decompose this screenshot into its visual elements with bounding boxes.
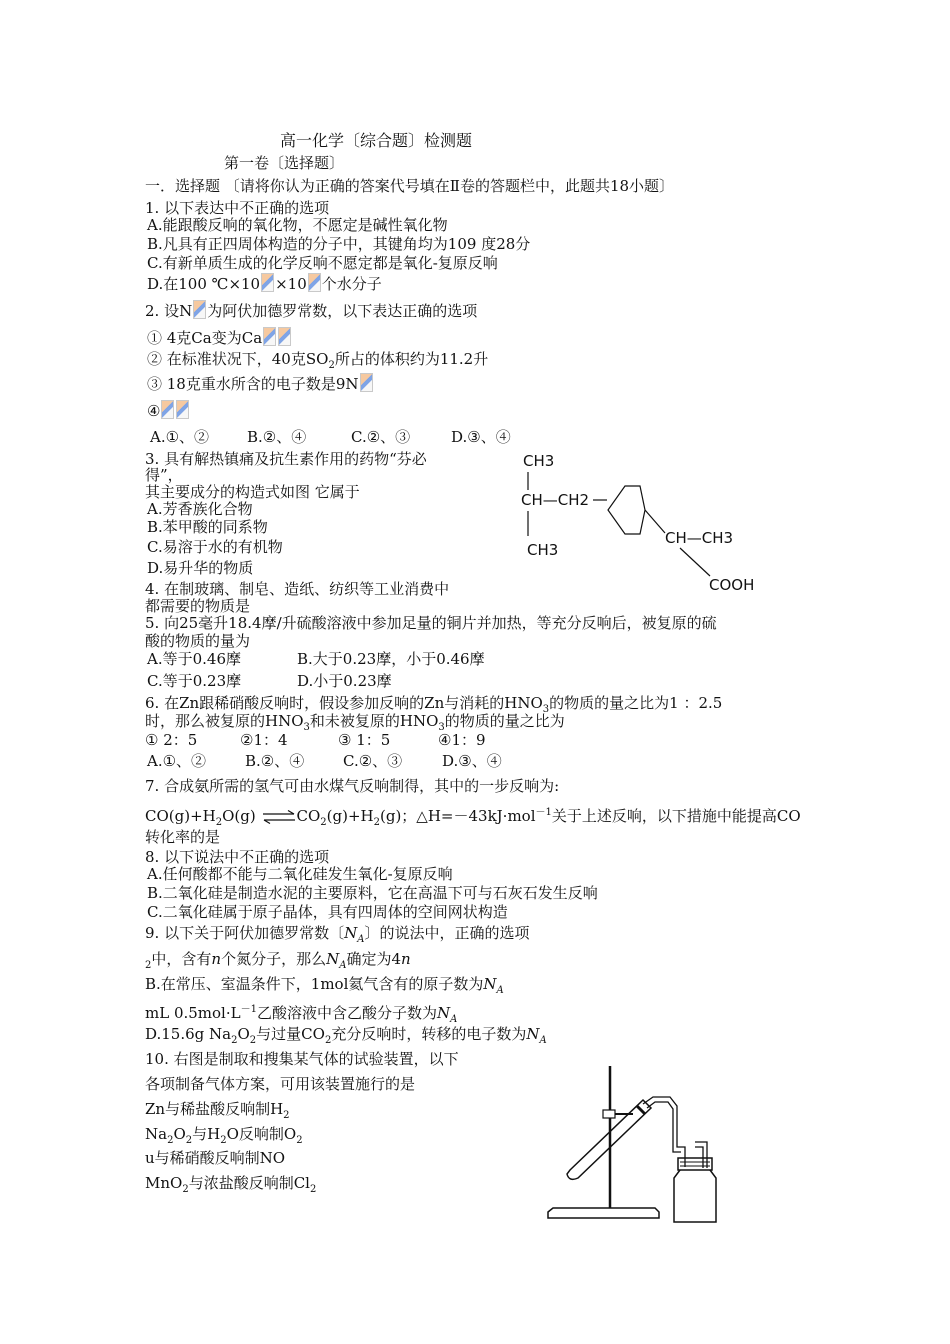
formula-image-icon: [360, 373, 373, 392]
q6-item-4: ④1：9: [438, 731, 486, 749]
q1-option-b: B.凡具有正四周体构造的分子中，其键角均为109 度28分: [147, 235, 531, 253]
q1-option-a: A.能跟酸反响的氧化物，不愿定是碱性氧化物: [147, 216, 448, 234]
q2-opt-c: C.②、③: [351, 428, 411, 446]
q10-option-3: u与稀硝酸反响制NO: [145, 1149, 286, 1167]
q9-a-mid: 中，含有: [151, 950, 212, 968]
q7-eq-right2: (g)+H: [326, 807, 374, 825]
q6-s1-post: 的物质的量之比为1 ：2.5: [549, 694, 723, 712]
q9-b-na: N: [483, 975, 497, 993]
q8-option-c: C.二氧化硅属于原子晶体，具有四周体的空间网状构造: [147, 903, 508, 921]
q5-opt-b: B.大于0.23摩，小于0.46摩: [297, 650, 485, 668]
gas-apparatus-diagram: [545, 1062, 725, 1232]
q6-s2-mid: 和未被复原的HNO: [309, 712, 439, 730]
q10-o4-a: MnO: [145, 1174, 183, 1192]
q10-o2-sub1: 2: [167, 1135, 174, 1146]
q2-stem: [145, 300, 477, 321]
q7-eq-right3: (g)；△H=－43kJ·mol: [380, 807, 536, 825]
structural-formula: [515, 448, 775, 598]
q3-option-d: D.易升华的物质: [147, 559, 254, 577]
ch-ch3-label: CH—CH3: [665, 529, 734, 547]
q7-stem: 7. 合成氨所需的氢气可由水煤气反响制得，其中的一步反响为:: [145, 777, 560, 795]
q5-stem-2: 酸的物质的量为: [145, 632, 251, 650]
q6-item-1: ① 2：5: [145, 731, 198, 749]
q4-stem-1: 4. 在制玻璃、制皂、造纸、纺织等工业消费中: [145, 580, 450, 598]
q9-a-n2: n: [400, 950, 411, 968]
doc-title: 高一化学〔综合题〕检测题: [280, 131, 473, 150]
q8-option-a: A.任何酸都不能与二氧化硅发生氧化-复原反响: [147, 865, 453, 883]
q7-sub2: 2: [320, 817, 327, 828]
formula-image-icon: [161, 400, 174, 419]
q3-stem-3: 其主要成分的构造式如图 它属于: [145, 483, 360, 501]
q6-options: [147, 752, 502, 771]
q9-c-sup: －1: [240, 1004, 257, 1015]
q9-stem: [145, 924, 529, 949]
q10-o2-a: Na: [145, 1125, 168, 1143]
q6-s2-post: 的物质的量之比为: [444, 712, 565, 730]
q7-sub: 2: [215, 817, 223, 828]
q6-opt-d: D.③、④: [442, 752, 502, 770]
q9-a-na-sub: A: [339, 960, 347, 971]
q10-o4-b: 与浓盐酸反响制Cl: [188, 1174, 310, 1192]
q9-d-na-sub: A: [539, 1035, 547, 1046]
q9-b-text: B.在常压、室温条件下，1mol氦气含有的原子数为: [145, 975, 484, 993]
q2-opt-b: B.②、④: [247, 428, 307, 446]
q7-line2: 转化率的是: [145, 828, 221, 846]
q9-d-sub2: 2: [249, 1035, 257, 1046]
q1-d-text2: ×10: [275, 275, 307, 293]
q9-d-sub3: 2: [324, 1035, 332, 1046]
q5-opt-a: A.等于0.46摩: [147, 650, 241, 668]
q6-opt-a: A.①、②: [147, 752, 207, 770]
q1-stem: 1. 以下表达中不正确的选项: [145, 199, 330, 217]
q6-opt-b: B.②、④: [245, 752, 305, 770]
q9-option-b: [145, 975, 504, 1000]
q9-c-post: 乙酸溶液中含乙酸分子数为: [256, 1004, 437, 1022]
q8-stem: 8. 以下说法中不正确的选项: [145, 848, 330, 866]
q5-opt-c: C.等于0.23摩: [147, 672, 242, 690]
q3-option-c: C.易溶于水的有机物: [147, 538, 283, 556]
q9-d-sub1: 2: [231, 1035, 238, 1046]
q9-d-post: O: [237, 1025, 250, 1043]
q9-c-na-sub: A: [450, 1014, 458, 1025]
q1-d-text3: 个水分子: [321, 275, 382, 293]
q2-item2-pre: ② 在标准状况下，40克SO: [147, 350, 329, 368]
q2-item4-text: ④: [147, 402, 161, 420]
q2-opt-a: A.①、②: [150, 428, 210, 446]
q9-d-na: N: [526, 1025, 540, 1043]
q9-na-sub: A: [357, 934, 365, 945]
q9-d-pre: D.15.6g Na: [145, 1025, 232, 1043]
q9-d-tail: 与过量CO: [256, 1025, 325, 1043]
q1-option-c: C.有新单质生成的化学反响不愿定都是氧化-复原反响: [147, 254, 498, 272]
q6-item-2: ②1：4: [240, 731, 288, 749]
q7-eq-right: CO: [296, 807, 321, 825]
q3-option-b: B.苯甲酸的同系物: [147, 518, 268, 536]
q9-a-na: N: [326, 950, 340, 968]
q2-stem-pre: 2. 设N: [145, 302, 193, 320]
q3-option-a: A.芳香族化合物: [147, 500, 253, 518]
q9-a-n: n: [211, 950, 222, 968]
q6-s2-sub1: 3: [303, 722, 310, 733]
cooh-label: COOH: [709, 576, 755, 594]
q7-sup: －1: [535, 807, 552, 818]
ch3-bottom-label: CH3: [527, 541, 559, 559]
equilibrium-arrow-icon: [261, 810, 297, 824]
q9-na: N: [344, 924, 358, 942]
q10-option-2: [145, 1125, 303, 1150]
q2-item2-post: 所占的体积约为11.2升: [334, 350, 489, 368]
q2-item3-text: ③ 18克重水所含的电子数是9N: [147, 375, 359, 393]
q5-opt-d: D.小于0.23摩: [297, 672, 392, 690]
q9-c-pre: mL 0.5mol·L: [145, 1004, 241, 1022]
q2-item2-sub: 2: [328, 360, 335, 371]
q1-option-d: [147, 273, 382, 294]
q10-o2-sub4: 2: [296, 1135, 303, 1146]
q10-o1-sub: 2: [283, 1110, 290, 1121]
formula-image-icon: [278, 327, 291, 346]
q7-equation: [145, 803, 801, 832]
q9-a-tail: 确定为4: [346, 950, 401, 968]
q5-options-row1: [147, 650, 485, 669]
volume-heading: 第一卷〔选择题〕: [224, 154, 345, 172]
ch3-top-label: CH3: [523, 452, 555, 470]
q7-eq-tail: 关于上述反响，以下措施中能提高CO: [551, 807, 801, 825]
q9-a-post: 个氮分子，那么: [221, 950, 327, 968]
q6-s1-pre: 6. 在Zn跟稀硝酸反响时，假设参加反响的Zn与消耗的HNO: [145, 694, 543, 712]
q6-item-3: ③ 1：5: [338, 731, 391, 749]
q10-o2-c: 与H: [192, 1125, 221, 1143]
ch-ch2-label: CH—CH2: [521, 491, 590, 509]
q2-item1-text: ① 4克Ca变为Ca: [147, 329, 263, 347]
q7-eq-left: CO(g)+H: [145, 807, 216, 825]
q10-o2-d: O反响制O: [226, 1125, 297, 1143]
q10-stem-1: 10. 右图是制取和搜集某气体的试验装置，以下: [145, 1050, 459, 1068]
q4-stem-2: 都需要的物质是: [145, 597, 251, 615]
q9-a-sub: 2: [145, 960, 152, 971]
q2-item-4: [147, 400, 190, 421]
q9-d-end: 充分反响时，转移的电子数为: [331, 1025, 527, 1043]
q9-stem-post: 〕的说法中，正确的选项: [364, 924, 530, 942]
q9-option-d: [145, 1025, 547, 1050]
formula-image-icon: [263, 327, 276, 346]
q6-opt-c: C.②、③: [343, 752, 403, 770]
q2-item-2: [147, 350, 488, 375]
formula-image-icon: [308, 273, 321, 292]
formula-image-icon: [176, 400, 189, 419]
q3-stem-2: 得”，: [145, 466, 183, 484]
q10-o4-sub1: 2: [182, 1184, 189, 1195]
q6-s1-sub: 3: [542, 704, 550, 715]
q5-stem-1: 5. 向25毫升18.4摩/升硫酸溶液中参加足量的铜片并加热，等充分反响后，被复原的硫: [145, 614, 717, 632]
q10-o2-b: O: [173, 1125, 186, 1143]
formula-image-icon: [193, 300, 206, 319]
q6-s2-sub2: 3: [438, 722, 445, 733]
q10-option-1: [145, 1100, 290, 1125]
q2-item-3: [147, 373, 374, 394]
benzene-ring: [608, 486, 645, 534]
q10-o2-sub3: 2: [220, 1135, 227, 1146]
formula-image-icon: [261, 273, 274, 292]
q10-o4-sub2: 2: [309, 1184, 317, 1195]
q10-stem-2: 各项制备气体方案，可用该装置施行的是: [145, 1075, 416, 1093]
section-heading: 一．选择题 〔请将你认为正确的答案代号填在Ⅱ卷的答题栏中，此题共18小题〕: [145, 177, 675, 195]
q7-sub3: 2: [373, 817, 380, 828]
q6-items: [145, 731, 486, 750]
q9-stem-pre: 9. 以下关于阿伏加德罗常数〔: [145, 924, 345, 942]
q6-s2-pre: 时，那么被复原的HNO: [145, 712, 304, 730]
q10-o2-sub2: 2: [185, 1135, 193, 1146]
q9-option-a: [145, 950, 411, 975]
q10-option-4: [145, 1174, 316, 1199]
q3-stem-1: 3. 具有解热镇痛及抗生素作用的药物“芬必: [145, 450, 427, 468]
q5-options-row2: [147, 672, 392, 691]
q2-options: [150, 428, 511, 447]
q2-item-1: [147, 327, 292, 348]
q10-o1-text: Zn与稀盐酸反响制H: [145, 1100, 284, 1118]
q7-eq-left2: O(g): [222, 807, 256, 825]
q8-option-b: B.二氧化硅是制造水泥的主要原料，它在高温下可与石灰石发生反响: [147, 884, 598, 902]
q1-d-text1: D.在100 ℃×10: [147, 275, 261, 293]
q2-opt-d: D.③、④: [451, 428, 511, 446]
q9-b-na-sub: A: [496, 985, 504, 996]
q2-stem-post: 为阿伏加德罗常数，以下表达正确的选项: [207, 302, 478, 320]
q9-c-na: N: [436, 1004, 451, 1022]
